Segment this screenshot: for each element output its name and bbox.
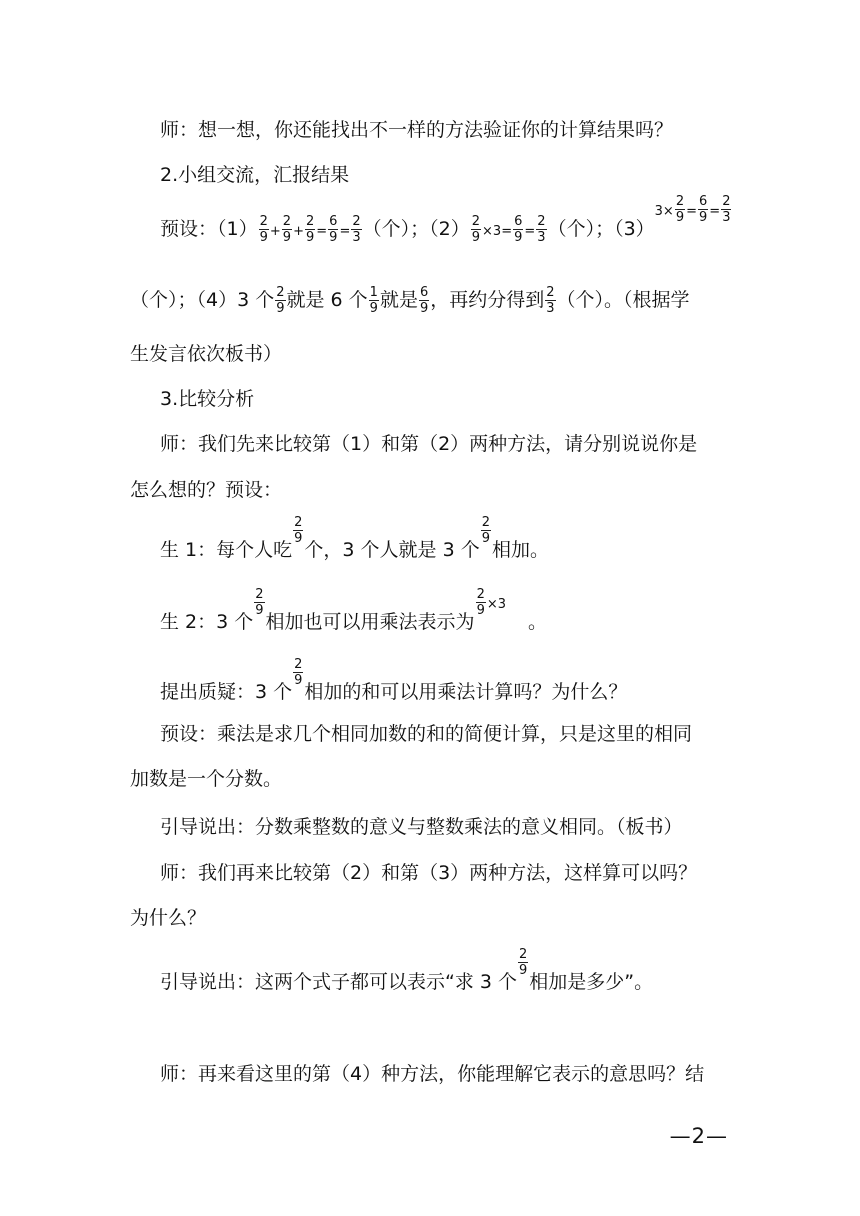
fraction-6-9: $\frac{6}{9}$ — [329, 214, 338, 245]
preset-multiplication: 预设：乘法是求几个相同加数的和的简便计算，只是这里的相同 — [160, 723, 693, 745]
student-2-text-b: 相加也可以用乘法表示为 — [265, 611, 475, 633]
fraction-2-9: $\frac{2}{9}$ — [471, 214, 481, 245]
fraction-6-9: $\frac{6}{9}$ — [699, 194, 708, 225]
page-number: —2— — [669, 1124, 728, 1148]
fraction-2-9: $\frac{2}{9}$ — [255, 587, 264, 618]
section-heading-2: 2.小组交流，汇报结果 — [160, 164, 350, 186]
guide-meaning: 引导说出：分数乘整数的意义与整数乘法的意义相同。（板书） — [160, 816, 683, 838]
student-1-text-c: 相加。 — [492, 539, 550, 561]
teacher-method-4: 师：再来看这里的第（4）种方法，你能理解它表示的意思吗？结 — [160, 1063, 705, 1085]
fraction-1-9: $\frac{1}{9}$ — [369, 285, 378, 316]
student-2-text-c: 。 — [528, 611, 548, 633]
preset-multiplication-cont: 加数是一个分数。 — [130, 768, 283, 790]
fraction-2-9: $\frac{2}{9}$ — [294, 657, 303, 688]
method-4-text-d: ，再约分得到 — [430, 289, 545, 311]
fraction-2-9: $\frac{2}{9}$ — [282, 214, 292, 245]
raise-question-text-a: 提出质疑：3 个 — [160, 681, 293, 703]
teacher-question-1: 师：想一想，你还能找出不一样的方法验证你的计算结果吗？ — [160, 119, 674, 141]
method-4-line — [130, 270, 690, 330]
board-note: 生发言依次板书） — [130, 343, 283, 365]
fraction-2-9: $\frac{2}{9}$ — [481, 515, 490, 546]
fraction-6-9: $\frac{6}{9}$ — [514, 214, 523, 245]
fraction-2-9: $\frac{2}{9}$ — [305, 214, 315, 245]
raise-question — [160, 657, 628, 722]
fraction-2-3: $\frac{2}{3}$ — [537, 214, 546, 245]
fraction-2-9: $\frac{2}{9}$ — [675, 194, 685, 225]
fraction-2-3: $\frac{2}{3}$ — [722, 194, 731, 225]
fraction-2-3: $\frac{2}{3}$ — [352, 214, 361, 245]
fraction-2-9: $\frac{2}{9}$ — [276, 285, 285, 316]
student-1-text-a: 生 1：每个人吃 — [160, 539, 293, 561]
teacher-compare-2-3: 师：我们再来比较第（2）和第（3）两种方法，这样算可以吗？ — [160, 862, 698, 884]
preset-label: 预设： — [160, 218, 218, 240]
method-3-label: （个）；（3） — [547, 218, 655, 240]
student-1-text-b: 个，3 个人就是 3 个 — [304, 539, 480, 561]
preset-equations-line: 预设：（1） $\frac{2}{9}$ + $\frac{2}{9}$ + $\frac{2}{9}$ = $\frac{6}{9}$ = $\frac{2}{3}$ （个）；（2） $\frac{2}{9}$ ×3= $\frac{6}{9}$ = $\frac{2}{3}$ （个）；$(3)^{3\times}$ $\frac{2}{9}$ = $\frac{6}{9}$ = $\frac{2}{3}$ — [160, 194, 731, 245]
fraction-6-9: $\frac{6}{9}$ — [419, 285, 429, 316]
fraction-2-9: $\frac{2}{9}$ — [259, 214, 268, 245]
method-4-text-e: （个）。（根据学 — [556, 289, 690, 311]
method-4-text-c: 就是 — [379, 289, 418, 311]
fraction-2-9: $\frac{2}{9}$ — [519, 947, 528, 978]
raise-question-text-b: 相加的和可以用乘法计算吗？为什么？ — [304, 681, 628, 703]
guide-both-text-a: 引导说出：这两个式子都可以表示“求 3 个 — [160, 971, 518, 993]
section-heading-3: 3.比较分析 — [160, 388, 255, 410]
method-2-label: （个）；（2） — [362, 218, 470, 240]
guide-both-expressions — [160, 947, 654, 1012]
method-4-text-a: （个）；（4）3 个 — [130, 289, 275, 311]
fraction-2-9: $\frac{2}{9}$ — [294, 515, 303, 546]
preset-think: 怎么想的？预设： — [130, 479, 283, 501]
student-1-answer — [160, 515, 550, 580]
student-2-answer: 生 2：3 个 $\frac{2}{9}$ 相加也可以用乘法表示为 $\frac{2}{9}$ $^{\times 3}$。 — [160, 587, 548, 633]
method-1-label: （1） — [217, 218, 258, 240]
fraction-2-9: $\frac{2}{9}$ — [476, 587, 485, 618]
fraction-2-3: $\frac{2}{3}$ — [546, 285, 555, 316]
student-2-text-a: 生 2：3 个 — [160, 611, 254, 633]
method-4-text-b: 就是 6 个 — [286, 289, 368, 311]
teacher-compare-1-2: 师：我们先来比较第（1）和第（2）两种方法，请分别说说你是 — [160, 433, 698, 455]
guide-both-text-b: 相加是多少”。 — [529, 971, 654, 993]
why-question: 为什么？ — [130, 907, 207, 929]
